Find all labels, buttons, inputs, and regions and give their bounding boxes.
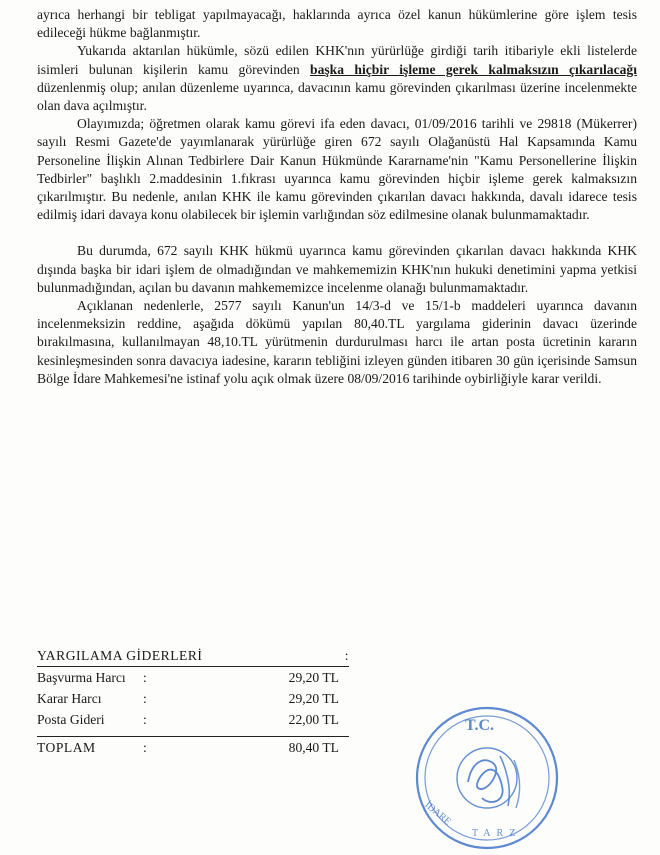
cost-colon: :: [143, 712, 147, 727]
cost-amount: 29,20 TL: [288, 670, 339, 685]
costs-table: [37, 646, 357, 758]
cost-colon: :: [143, 670, 147, 685]
seal-text-bottom: İDARE: [422, 799, 453, 828]
paragraph-2: [37, 42, 637, 115]
costs-title-colon: :: [344, 648, 349, 663]
cost-label: Başvurma Harcı: [37, 670, 126, 685]
paragraph-1: ayrıca herhangi bir tebligat yapılmayacağı, haklarında ayrıca özel kanun hükümlerine göre işlem tesis edileceği hükme bağlanmıştır.: [37, 7, 637, 41]
cost-label: Karar Harcı: [37, 691, 102, 706]
cost-row: [37, 709, 357, 730]
seal-text-top: T.C.: [465, 717, 495, 734]
cost-label: Posta Gideri: [37, 712, 105, 727]
costs-title: [37, 646, 349, 667]
seal-text-side: TARZ: [472, 828, 522, 839]
total-row: [37, 737, 357, 758]
paragraph-2-part-b: düzenlenmiş olup; anılan düzenleme uyarınca, davacının kamu görevinden çıkarılması üzerine incelenmekte olan dava açılmıştır.: [37, 79, 637, 114]
costs-title-text: YARGILAMA GİDERLERİ: [37, 648, 203, 663]
cost-amount: 29,20 TL: [288, 691, 339, 706]
paragraph-4: Bu durumda, 672 sayılı KHK hükmü uyarınca kamu görevinden çıkarılan davacı hakkında KHK dışında başka bir idari işlem de olmadığından ve mahkememizin KHK'nın hukuki denetimini yapma yetkisi bulunmadığından, açılan bu davanın mahkememizce incelenme olanağı bulunmamaktadır.: [37, 243, 637, 295]
decision-text: [37, 6, 637, 388]
seal-icon: [402, 690, 562, 850]
paragraph-5: Açıklanan nedenlerle, 2577 sayılı Kanun'un 14/3-d ve 15/1-b maddeleri uyarınca davanın incelenmeksizin reddine, aşağıda dökümü yapılan 80,40.TL yargılama giderinin davacı üzerinde bırakılmasına, kullanılmayan 48,10.TL yürütmenin durdurulması harcı ile artan posta ücretinin kararın kesinleşmesinden sonra davacıya iadesine, kararın tebliğini izleyen günden itibaren 30 gün içerisinde Samsun Bölge İdare Mahkemesi'ne istinaf yolu açık olmak üzere 08/09/2016 tarihinde oybirliğiyle karar verildi.: [37, 298, 637, 386]
paragraph-3: Olayımızda; öğretmen olarak kamu görevi ifa eden davacı, 01/09/2016 tarihli ve 29818 (Mükerrer) sayılı Resmi Gazete'de yayımlanarak yürürlüğe giren 672 sayılı Olağanüstü Hal Kapsamında Kamu Personeline İlişkin Alınan Tedbirlere Dair Kanun Hükmünde Kararname'nin "Kamu Personellerine İlişkin Tedbirler" başlıklı 2.maddesinin 1.fıkrası uyarınca kamu görevinden hiçbir işleme gerek kalmaksızın çıkarılmıştır. Bu nedenle, anılan KHK ile kamu görevinden çıkarılan davacı hakkında, davalı idarece tesis edilmiş idari davaya konu olabilecek bir işlemin varlığından söz edilmesine olanak bulunmamaktadır.: [37, 116, 637, 223]
total-label: TOPLAM: [37, 740, 96, 755]
cost-colon: :: [143, 691, 147, 706]
cost-row: [37, 667, 357, 688]
court-seal-stamp: [402, 690, 562, 850]
paragraph-2-emphasis: başka hiçbir işleme gerek kalmaksızın çıkarılacağı: [310, 61, 637, 77]
total-amount: 80,40 TL: [288, 740, 339, 755]
cost-amount: 22,00 TL: [288, 712, 339, 727]
paragraph-2-part-a: Yukarıda aktarılan hükümle, sözü edilen KHK'nın yürürlüğe girdiği tarih itibariyle ekli listelerde isimleri bulunan kişilerin kamu görevinden: [37, 43, 637, 77]
total-colon: :: [143, 740, 147, 755]
cost-row: [37, 688, 357, 709]
